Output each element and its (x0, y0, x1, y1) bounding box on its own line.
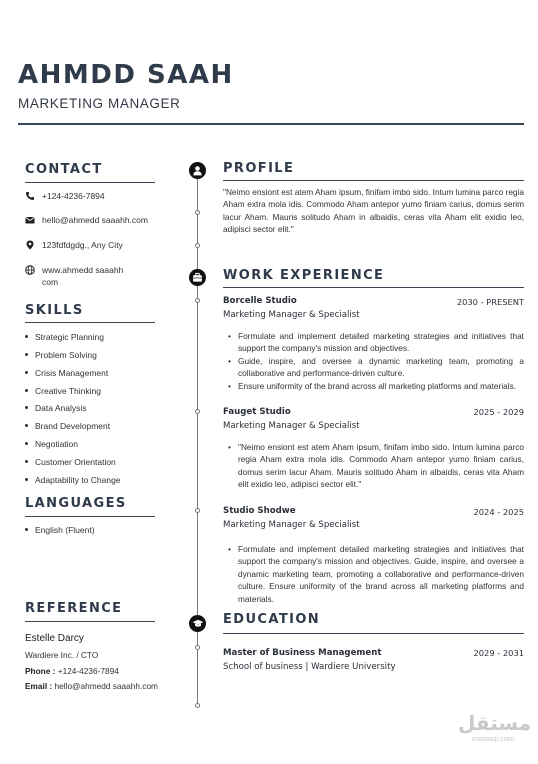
education-heading: EDUCATION (223, 612, 321, 627)
skill-item: Data Analysis (25, 403, 87, 413)
skill-item: Creative Thinking (25, 386, 101, 396)
reference-phone (25, 666, 119, 676)
job-company: Borcelle Studio (223, 296, 297, 306)
job-bullet: • Formulate and implement detailed marketing strategies and initiatives that support the company's mission and objectives. Guide, inspire, and oversee a dynamic marketing team, promoting a collaborative and performance-driven culture. Ensure uniformity of the brand across all marketing platforms and materials. (228, 543, 524, 605)
reference-phone-value: +124-4236-7894 (57, 666, 119, 676)
job-bullet: • "Neimo ensiont est atem Aham ipsum, finifam imbo sido. Intum lumina parco regia Aham extra mola idis. Commodo Aham antepor yumo finiam carius, domus serim lacur Aham. Mauris solitudo Aham in albaidis, ceras vita Aham elit exidio leo, adipisci sector elit." (228, 441, 524, 491)
globe-icon (25, 265, 35, 275)
contact-phone-text: +124-4236-7894 (42, 191, 105, 201)
education-divider (223, 633, 524, 634)
location-icon (25, 240, 35, 250)
phone-icon (25, 191, 35, 201)
profile-summary: "Neimo ensiont est atem Aham ipsum, finifam imbo sido. Intum lumina parco regia Aham extra mola idis. Commodo Aham antepor yumo finiam carius, domus serim lacur Aham. Mauris solitudo Aham in albaidis, ceras vita Aham elit exidio leo, adipisci sector elit." (223, 187, 524, 235)
contact-website (25, 264, 160, 288)
resume-name: AHMDD SAAH (18, 60, 234, 90)
reference-phone-label: Phone : (25, 666, 56, 676)
reference-heading: REFERENCE (25, 601, 123, 616)
briefcase-icon (192, 272, 203, 283)
skills-divider (25, 322, 155, 323)
reference-email (25, 681, 158, 691)
timeline-dot (195, 703, 200, 708)
skill-item: Customer Orientation (25, 457, 116, 467)
graduation-cap-icon (192, 618, 204, 629)
language-item: English (Fluent) (25, 525, 95, 535)
timeline-dot (195, 210, 200, 215)
job-bullets (228, 330, 524, 392)
job-role: Marketing Manager & Specialist (223, 310, 360, 320)
watermark-url: mostaql.com (471, 734, 515, 743)
header-divider (18, 123, 524, 125)
contact-website-text: www.ahmedd saaahh com (42, 265, 124, 287)
timeline-dot (195, 645, 200, 650)
job-bullet: • Ensure uniformity of the brand across all marketing platforms and materials. (228, 380, 524, 392)
reference-email-label: Email : (25, 681, 53, 691)
skill-item: Strategic Planning (25, 332, 104, 342)
contact-email (25, 214, 160, 226)
job-role: Marketing Manager & Specialist (223, 520, 360, 530)
experience-node (189, 269, 206, 286)
profile-node (189, 162, 206, 179)
job-bullets (228, 543, 524, 605)
timeline-dot (195, 508, 200, 513)
contact-address-text: 123fdfdgdg., Any City (42, 240, 123, 250)
watermark-logo: مستقل (458, 711, 532, 735)
person-icon (192, 165, 203, 176)
skills-heading: SKILLS (25, 303, 84, 318)
skill-item: Negotiation (25, 439, 78, 449)
education-dates: 2029 - 2031 (473, 648, 524, 658)
skill-item: Problem Solving (25, 350, 97, 360)
email-icon (25, 215, 35, 225)
reference-email-value: hello@ahmedd saaahh.com (54, 681, 158, 691)
timeline-dot (195, 298, 200, 303)
reference-name: Estelle Darcy (25, 633, 84, 644)
education-degree: Master of Business Management (223, 648, 382, 658)
skill-item: Brand Development (25, 421, 110, 431)
job-role: Marketing Manager & Specialist (223, 421, 360, 431)
job-bullets (228, 441, 524, 491)
job-company: Fauget Studio (223, 407, 291, 417)
timeline-dot (195, 243, 200, 248)
contact-phone (25, 190, 160, 202)
job-bullet: • Guide, inspire, and oversee a dynamic marketing team, promoting a collaborative and performance-driven culture. (228, 355, 524, 380)
skill-item: Adaptability to Change (25, 475, 121, 485)
reference-divider (25, 621, 155, 622)
job-dates: 2030 - PRESENT (456, 297, 524, 307)
contact-email-text: hello@ahmedd saaahh.com (42, 215, 148, 225)
education-node (189, 615, 206, 632)
experience-heading: WORK EXPERIENCE (223, 268, 385, 283)
profile-heading: PROFILE (223, 161, 295, 176)
contact-divider (25, 182, 155, 183)
profile-divider (223, 180, 524, 181)
experience-divider (223, 287, 524, 288)
job-company: Studio Shodwe (223, 506, 296, 516)
job-bullet: • Formulate and implement detailed marketing strategies and initiatives that support the company's mission and objectives. (228, 330, 524, 355)
skill-item: Crisis Management (25, 368, 108, 378)
job-dates: 2025 - 2029 (473, 407, 524, 417)
education-school: School of business | Wardiere University (223, 662, 396, 672)
timeline-dot (195, 409, 200, 414)
job-title: MARKETING MANAGER (18, 96, 181, 111)
languages-heading: LANGUAGES (25, 496, 127, 511)
job-dates: 2024 - 2025 (473, 507, 524, 517)
contact-heading: CONTACT (25, 162, 103, 177)
reference-position: Wardiere Inc. / CTO (25, 650, 99, 660)
watermark (458, 711, 532, 743)
languages-divider (25, 516, 155, 517)
contact-address (25, 239, 160, 251)
